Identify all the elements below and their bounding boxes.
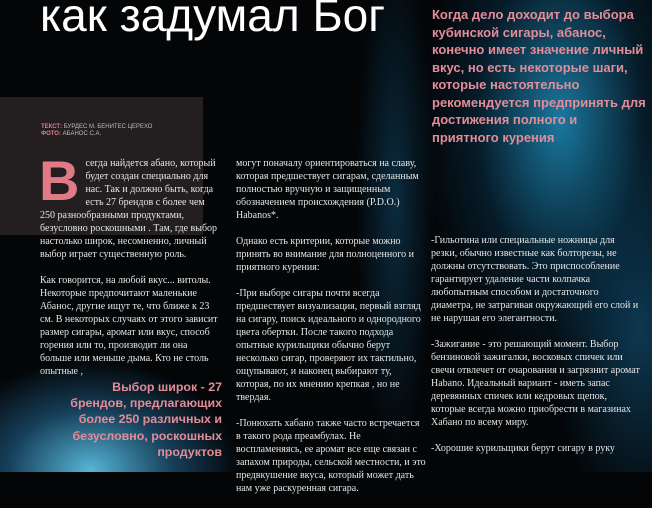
text-label: ТЕКСТ: [41,124,63,130]
paragraph: Как говорится, на любой вкус... витолы. Некоторые предпочитают маленькие Абанос, другие ищут те, что ближе к 23 см. В некоторых случаях от этого зависит размер сигары, аромат или вкус, способ горения или то, производит ли она больше или меньше дыма. Кто не столь опытные , [40,275,218,377]
paragraph: -Гильотина или специальные ножницы для резки, обычно известные как болторезы, не должны отсутствовать. Это приспособление гарантирует удаление части колпачка любопытным способом и достаточного диаметра, не затрагивая окружающий его слой и не нарушая его элегантности. [431,235,639,324]
paragraph: -Зажигание - это решающий момент. Выбор бензиновой зажигалки, восковых спичек или свечи отвлечет от очарования и загрязнит аромат Habano. Идеальный вариант - иметь запас деревянных спичек или кедровых щепок, которые всегда можно приобрести в магазинах Хабано по всему миру. [431,339,640,428]
column-1 [39,149,220,391]
photographer: АБАНОС С.А. [62,131,102,137]
article-title: как задумал Бог [40,0,385,41]
author: БУРДЕС М. БЕНИТЕС ЦЕРЕХО [63,124,153,130]
paragraph: сегда найдется абано, который будет создан специально для нас. Так и должно быть, когда есть 27 брендов с более чем 250 разнообразными продуктами, безусловно роскошными . Там, где выбор настолько широк, несомненно, личный выбор играет существенную роль. [40,158,218,260]
drop-cap: В [39,149,80,212]
paragraph: Однако есть критерии, которые можно принять во внимание для полноценного и приятного курения: [236,236,414,273]
pull-quote-top: Когда дело доходит до выбора кубинской сигары, абанос, конечно имеет значение личный вкус, но есть некоторые шаги, которые настоятельно рекомендуется предпринять для достижения полного и приятного курения [432,7,646,145]
column-3 [431,234,643,468]
paragraph: -Понюхать хабано также часто встречается в такого рода преамбулах. Не воспламеняясь, ее аромат все еще связан с запахом природы, сельской местности, и это предвкушение вкуса, который может дать нам уже раскуренная сигара. [236,418,426,494]
paragraph: -При выборе сигары почти всегда предшествует визуализация, первый взгляд на сигару, поиск идеального и однородного цвета обертки. После такого подхода опытные курильщики обычно берут несколько сигар, проверяют их тактильно, ощупывают, и наконец выбирают ту, которая, по их мнению крепкая , но не твердая. [236,288,421,403]
credits [41,124,152,138]
paragraph: могут поначалу ориентироваться на славу, которая предшествует сигарам, сделанным полностью вручную и защищенным обозначением происхождения (P.D.O.) Habanos*. [236,158,419,221]
pull-quote-bottom: Выбор широк - 27 брендов, предлагающих более 250 различных и безусловно, роскошных продуктов [70,380,222,459]
paragraph: -Хорошие курильщики берут сигару в руку [431,443,615,454]
photo-label: ФОТО: [41,131,61,137]
column-2 [236,157,426,508]
